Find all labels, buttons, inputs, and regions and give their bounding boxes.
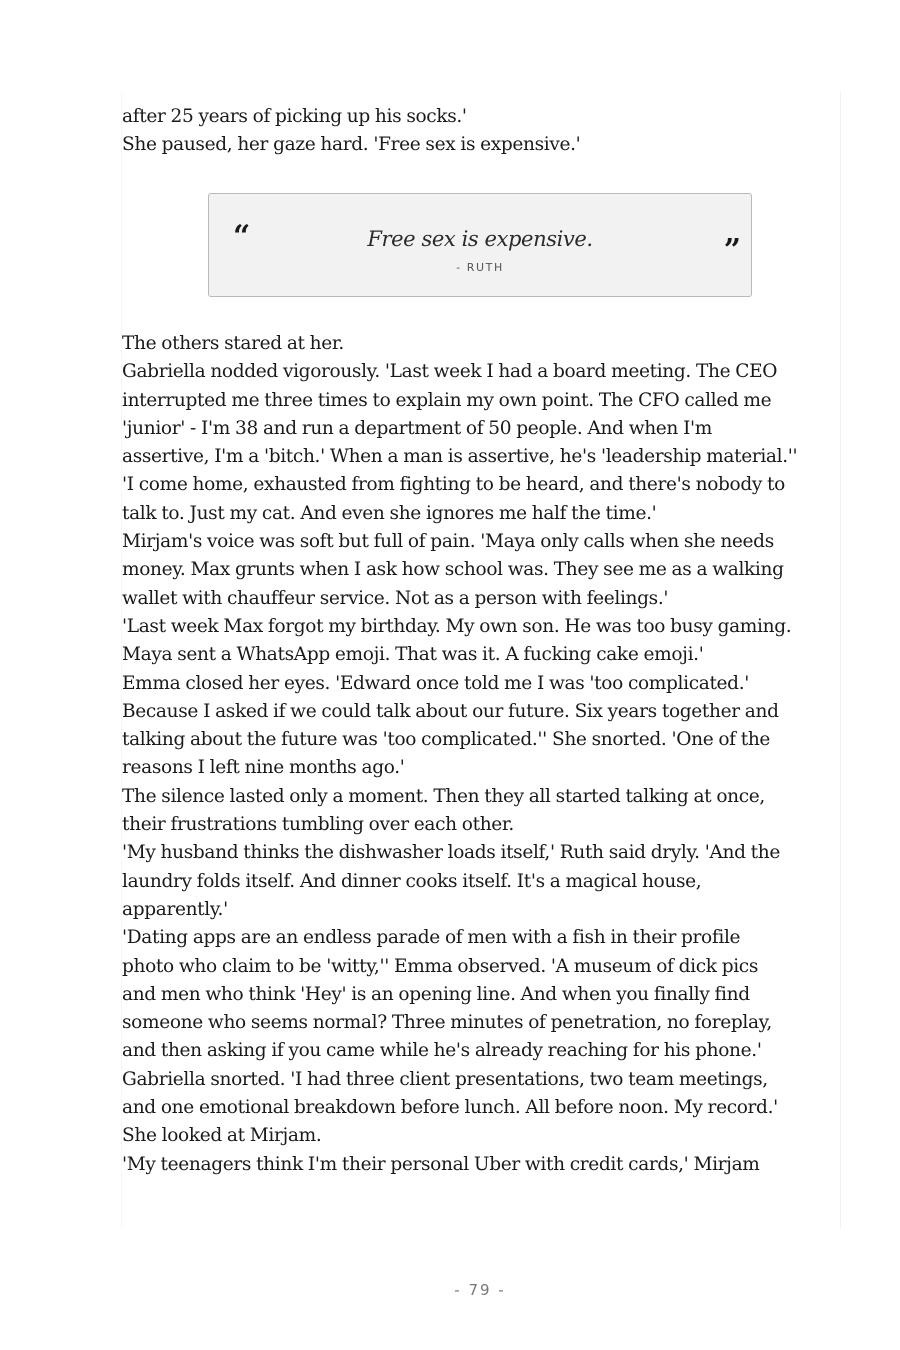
- pull-quote-box: [208, 193, 752, 297]
- text-line: reasons I left nine months ago.': [122, 757, 405, 779]
- page-number: - 79 -: [454, 1281, 506, 1299]
- text-line: talking about the future was 'too complicated.'' She snorted. 'One of the: [122, 729, 771, 751]
- text-line: Mirjam's voice was soft but full of pain. 'Maya only calls when she needs: [122, 531, 774, 553]
- open-quote-icon: “: [233, 219, 251, 254]
- text-line: 'My teenagers think I'm their personal Uber with credit cards,' Mirjam: [122, 1153, 760, 1175]
- text-line: Gabriella snorted. 'I had three client presentations, two team meetings,: [122, 1068, 768, 1090]
- text-line: She paused, her gaze hard. 'Free sex is expensive.': [122, 134, 581, 156]
- text-line: and one emotional breakdown before lunch. All before noon. My record.': [122, 1097, 778, 1119]
- text-line: 'My husband thinks the dishwasher loads itself,' Ruth said dryly. 'And the: [122, 842, 780, 864]
- text-line: 'junior' - I'm 38 and run a department of 50 people. And when I'm: [122, 417, 713, 439]
- intro-text-block: [122, 103, 842, 160]
- text-line: 'Last week Max forgot my birthday. My own son. He was too busy gaming.: [122, 615, 792, 637]
- text-line: and men who think 'Hey' is an opening line. And when you finally find: [122, 983, 750, 1005]
- text-line: and then asking if you came while he's already reaching for his phone.': [122, 1040, 762, 1062]
- body-text-block: [122, 330, 842, 1179]
- text-line: The silence lasted only a moment. Then they all started talking at once,: [122, 785, 765, 807]
- pull-quote-author: - RUTH: [456, 261, 504, 274]
- pull-quote-text: Free sex is expensive.: [367, 227, 593, 251]
- text-line: someone who seems normal? Three minutes of penetration, no foreplay,: [122, 1012, 772, 1034]
- text-line: 'Dating apps are an endless parade of men with a fish in their profile: [122, 927, 741, 949]
- text-line: Emma closed her eyes. 'Edward once told me I was 'too complicated.': [122, 672, 749, 694]
- text-line: She looked at Mirjam.: [122, 1125, 322, 1147]
- text-line: their frustrations tumbling over each other.: [122, 814, 514, 836]
- text-line: The others stared at her.: [122, 333, 344, 354]
- close-quote-icon: ”: [723, 233, 741, 268]
- text-line: Because I asked if we could talk about our future. Six years together and: [122, 700, 779, 722]
- text-line: after 25 years of picking up his socks.': [122, 106, 467, 127]
- text-line: photo who claim to be 'witty,'' Emma observed. 'A museum of dick pics: [122, 955, 758, 977]
- text-line: talk to. Just my cat. And even she ignores me half the time.': [122, 502, 657, 524]
- text-line: 'I come home, exhausted from fighting to be heard, and there's nobody to: [122, 474, 785, 496]
- text-line: Gabriella nodded vigorously. 'Last week I had a board meeting. The CEO: [122, 361, 778, 383]
- text-line: assertive, I'm a 'bitch.' When a man is assertive, he's 'leadership material.'': [122, 446, 798, 468]
- text-line: Maya sent a WhatsApp emoji. That was it. A fucking cake emoji.': [122, 644, 704, 666]
- text-line: laundry folds itself. And dinner cooks itself. It's a magical house,: [122, 870, 702, 892]
- text-line: apparently.': [122, 898, 228, 920]
- text-line: interrupted me three times to explain my own point. The CFO called me: [122, 389, 772, 411]
- text-line: money. Max grunts when I ask how school was. They see me as a walking: [122, 559, 784, 581]
- text-line: wallet with chauffeur service. Not as a person with feelings.': [122, 587, 669, 609]
